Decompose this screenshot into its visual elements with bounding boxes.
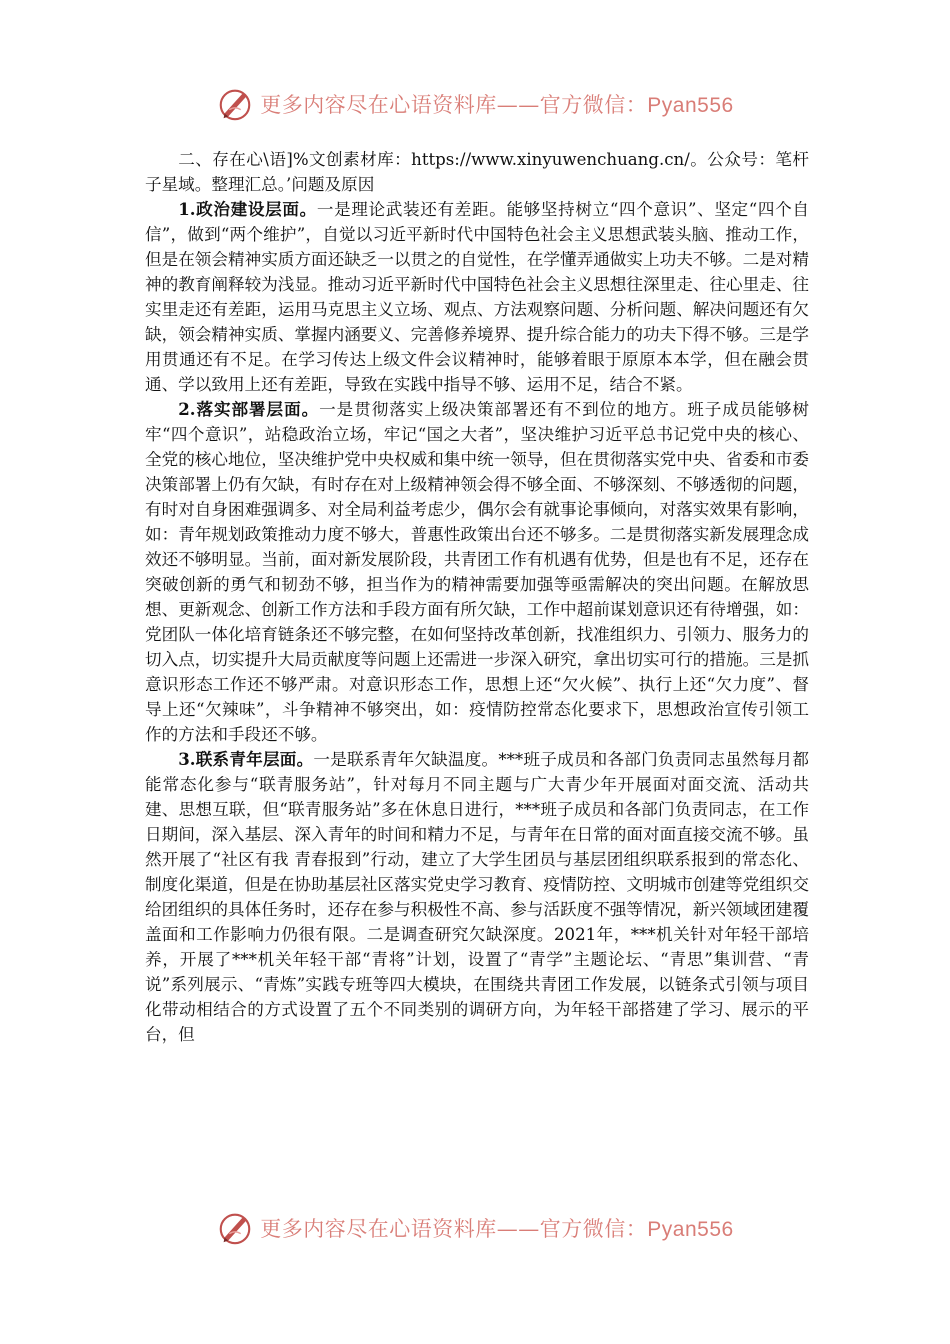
section-3-text: 一是联系青年欠缺温度。***班子成员和各部门负责同志虽然每月都能常态化参与“联青服务站”，针对每月不同主题与广大青少年开展面对面交流、活动共建、思想互联，但“联青服务站”多在休息日进行，***班子成员和各部门负责同志，在工作日期间，深入基层、深入青年的时间和精力不足，与青年在日常的面对面直接交流不够。虽然开展了“社区有我 青春报到”行动，建立了大学生团员与基层团组织联系报到的常态化、制度化渠道，但是在协助基层社区落实党史学习教育、疫情防控、文明城市创建等党组织交给团组织的具体任务时，还存在参与积极性不高、参与活跃度不强等情况，新兴领域团建覆盖面和工作影响力仍很有限。二是调查研究欠缺深度。2021年，***机关针对年轻干部培养，开展了***机关年轻干部“青将”计划，设置了“青学”主题论坛、“青思”集训营、“青说”系列展示、“青炼”实践专班等四大模块，在围绕共青团工作发展，以链条式引领与项目化带动相结合的方式设置了五个不同类别的调研方向，为年轻干部搭建了学习、展示的平台，但 <box>145 750 809 1044</box>
banner-text: 更多内容尽在心语资料库——官方微信：Pyan556 <box>260 1217 734 1241</box>
writing-hand-logo-icon <box>216 85 254 123</box>
header-watermark-banner <box>0 82 950 126</box>
intro-paragraph: 二、存在心\语]%文创素材库：https://www.xinyuwenchuang.cn/。公众号：笔杆子星域。整理汇总。’问题及原因 <box>145 150 809 194</box>
section-2-heading: 2.落实部署层面。 <box>178 399 320 419</box>
footer-watermark-banner <box>0 1206 950 1250</box>
section-2-paragraph <box>145 397 809 747</box>
section-1-heading: 1.政治建设层面。 <box>178 199 317 219</box>
section-2-text: 一是贯彻落实上级决策部署还有不到位的地方。班子成员能够树牢“四个意识”，站稳政治立场，牢记“国之大者”，坚决维护习近平总书记党中央的核心、全党的核心地位，坚决维护党中央权威和集中统一领导，但在贯彻落实党中央、省委和市委决策部署上仍有欠缺，有时存在对上级精神领会得不够全面、不够深刻、不够透彻的问题，有时对自身困难强调多、对全局利益考虑少，偶尔会有就事论事倾向，对落实效果有影响，如：青年规划政策推动力度不够大，普惠性政策出台还不够多。二是贯彻落实新发展理念成效还不够明显。当前，面对新发展阶段，共青团工作有机遇有优势，但是也有不足，还存在突破创新的勇气和韧劲不够，担当作为的精神需要加强等亟需解决的突出问题。在解放思想、更新观念、创新工作方法和手段方面有所欠缺，工作中超前谋划意识还有待增强，如：党团队一体化培育链条还不够完整，在如何坚持改革创新，找准组织力、引领力、服务力的切入点，切实提升大局贡献度等问题上还需进一步深入研究，拿出切实可行的措施。三是抓意识形态工作还不够严肃。对意识形态工作，思想上还“欠火候”、执行上还“欠力度”、督导上还“欠辣味”，斗争精神不够突出，如：疫情防控常态化要求下，思想政治宣传引领工作的方法和手段还不够。 <box>145 400 810 744</box>
section-3-paragraph <box>145 747 809 1047</box>
wechat-id: Pyan556 <box>647 1218 734 1241</box>
wechat-id: Pyan556 <box>647 94 734 117</box>
section-3-heading: 3.联系青年层面。 <box>178 749 314 769</box>
section-1-text: 一是理论武装还有差距。能够坚持树立“四个意识”、坚定“四个自信”，做到“两个维护”，自觉以习近平新时代中国特色社会主义思想武装头脑、推动工作，但是在领会精神实质方面还缺乏一以贯之的自觉性，在学懂弄通做实上功夫不够。二是对精神的教育阐释较为浅显。推动习近平新时代中国特色社会主义思想往深里走、往心里走、往实里走还有差距，运用马克思主义立场、观点、方法观察问题、分析问题、解决问题还有欠缺，领会精神实质、掌握内涵要义、完善修养境界、提升综合能力的功夫下得不够。三是学用贯通还有不足。在学习传达上级文件会议精神时，能够着眼于原原本本学，但在融会贯通、学以致用上还有差距，导致在实践中指导不够、运用不足，结合不紧。 <box>145 200 809 394</box>
section-1-paragraph <box>145 197 809 397</box>
writing-hand-logo-icon <box>216 1209 254 1247</box>
banner-text: 更多内容尽在心语资料库——官方微信：Pyan556 <box>260 93 734 117</box>
document-body <box>145 147 809 1047</box>
